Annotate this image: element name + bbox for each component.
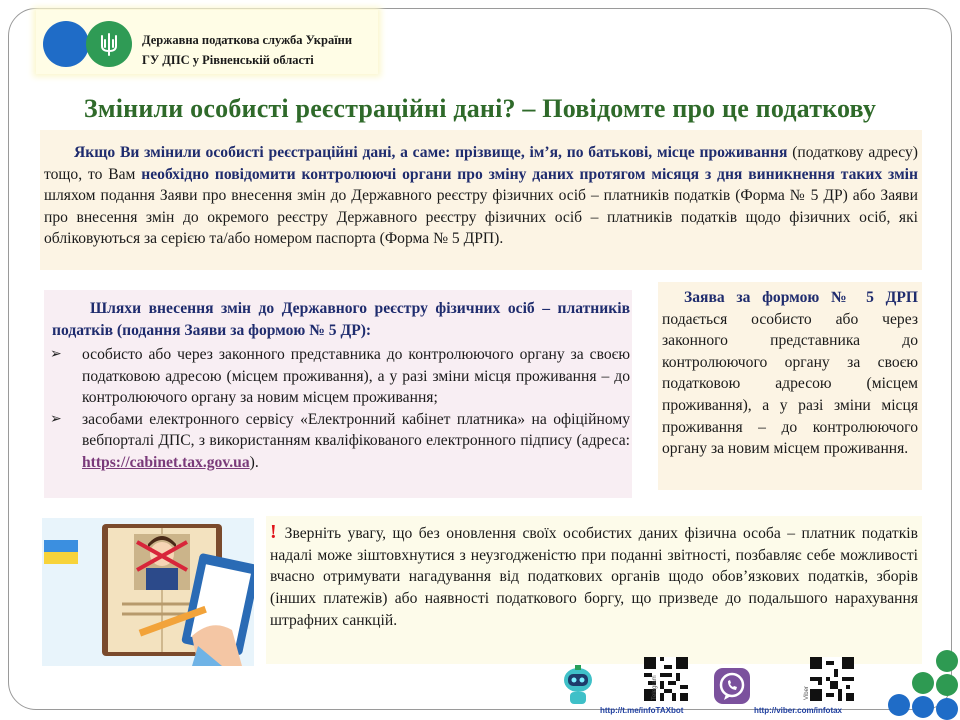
side-note-bold: Заява за формою № 5 ДРП (684, 289, 918, 306)
viber-link[interactable]: http://viber.com/infotax (754, 706, 843, 715)
side-note-text: подається особисто або через законного представника до контролюючого органу за своєю податковою адресою (місцем проживання), а у разі зміни місця проживання – до контролюючого органу за новим місцем проживання. (662, 310, 918, 458)
telegram-side-label: Telegram (652, 675, 658, 700)
cabinet-link[interactable]: https://cabinet.tax.gov.ua (82, 453, 250, 471)
intro-text-1: (податкову адресу) тощо, то Вам (44, 144, 919, 183)
trident-icon (96, 31, 122, 57)
side-note (662, 287, 918, 460)
intro-bold-start: Якщо Ви змінили особисті реєстраційні дані, а саме: прізвище, ім’я, по батькові, місце проживання (74, 144, 788, 161)
telegram-bot-link[interactable]: http://t.me/infoTAXbot (600, 706, 684, 715)
warning-text (270, 522, 918, 632)
arrow-bullet-icon: ➢ (50, 411, 62, 427)
viber-qr-code[interactable] (810, 657, 854, 701)
qr-code-icon (644, 657, 688, 701)
list-item (50, 409, 630, 474)
viber-side-label: Viber (804, 686, 810, 700)
warning-body: Зверніть увагу, що без оновлення своїх особистих даних фізична особа – платник податків надалі може зіштовхнутися з неузгодженістю при поданні звітності, позбавляє себе можливості вчасно отримувати нагадування від податкових органів щодо обов’язкових податків, зборів (інших платежів) або наявності податкового боргу, що призведе до подальшого нарахування штрафних санкцій. (270, 525, 918, 629)
intro-bold-middle: необхідно повідомити контролюючі органи про зміну даних протягом місяця з дня виникнення таких змін (141, 165, 919, 183)
viber-icon[interactable] (714, 668, 750, 704)
page-title: Змінили особисті реєстраційні дані? – Повідомте про це податкову (83, 94, 877, 123)
telegram-qr-code[interactable] (644, 657, 688, 701)
list-item-text-end: ). (249, 453, 259, 471)
list-item-text: засобами електронного сервісу «Електронний кабінет платника» на офіційному вебпорталі ДПС, з використанням кваліфікованого електронного підпису (адреса: (82, 410, 630, 450)
warning-icon: ! (270, 521, 277, 543)
passport-illustration (42, 518, 254, 666)
org-name: Державна податкова служба України (142, 33, 353, 47)
list-item-text: особисто або через законного представника до контролюючого органу за своєю податковою адресою (місцем проживання), а у разі зміни місця проживання – до контролюючого органу за новим місцем проживання; (82, 346, 630, 407)
logo-blue-circle (43, 21, 89, 67)
robot-icon (560, 664, 596, 708)
intro-paragraph (44, 142, 918, 250)
paths-heading: Шляхи внесення змін до Державного реєстру фізичних осіб – платників податків (подання Заяви за формою № 5 ДР): (52, 300, 630, 339)
paths-list (50, 344, 630, 474)
arrow-bullet-icon: ➢ (50, 347, 62, 362)
list-item (50, 344, 630, 409)
org-subdivision: ГУ ДПС у Рівненській області (142, 53, 314, 67)
qr-code-icon (810, 657, 854, 701)
intro-text-2: шляхом подання Заяви про внесення змін до Державного реєстру фізичних осіб – платників податків (Форма № 5 ДР) або Заяви про внесення змін до окремого реєстру Державного реєстру фізичних осіб – платників податків щодо фізичних осіб, які обліковуються за серією та/або номером паспорта (Форма № 5 ДРП). (44, 187, 918, 247)
